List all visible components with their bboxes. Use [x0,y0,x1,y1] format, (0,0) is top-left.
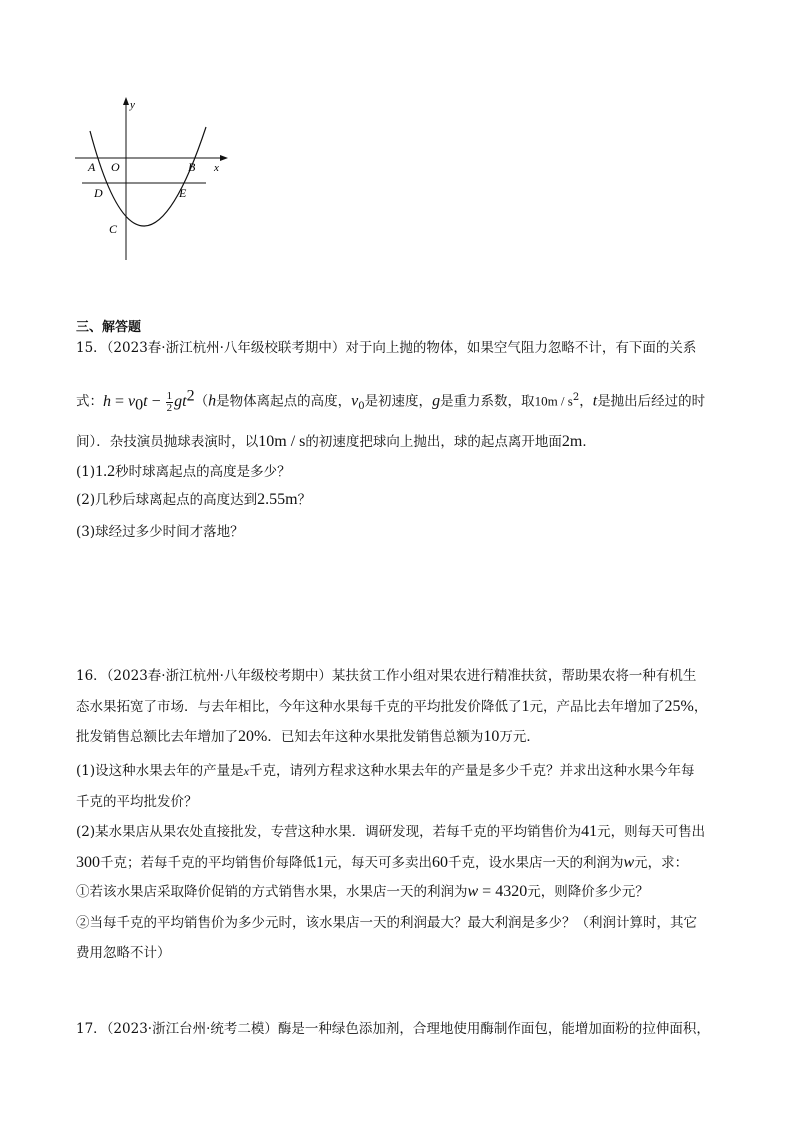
q15-sub-3: (3)球经过多少时间才落地？ [76,524,244,540]
q15-line-1: 15．（2023春·浙江杭州·八年级校联考期中）对于向上抛的物体，如果空气阻力忽略不计，有下面的关系 [76,340,697,356]
q16-sub-2: (2)某水果店从果农处直接批发，专营这种水果．调研发现，若每千克的平均销售价为41元，则每天可售出 [76,823,706,840]
q16-case-1: ①若该水果店采取降价促销的方式销售水果，水果店一天的利润为w = 4320元，则降价多少元？ [76,883,649,900]
q16-line-1: 16．（2023春·浙江杭州·八年级校考期中）某扶贫工作小组对果农进行精准扶贫，帮助果农将一种有机生 [76,668,697,684]
q17-line-1: 17．（2023·浙江台州·统考二模）酶是一种绿色添加剂，合理地使用酶制作面包，能增加面粉的拉伸面积， [76,1021,710,1037]
label-c: C [109,222,118,236]
label-x: x [214,162,219,174]
q16-case-2-cont: 费用忽略不计） [76,945,171,961]
label-o: O [111,160,120,174]
q16-line-2: 态水果拓宽了市场．与去年相比，今年这种水果每千克的平均批发价降低了1元，产品比去年增加了25%， [76,698,708,715]
q16-line-3: 批发销售总额比去年增加了20%．已知去年这种水果批发销售总额为10万元． [76,728,540,745]
y-axis-arrow [123,97,129,105]
parabola-figure [70,95,240,265]
q15-line-2: 式：$h = v_0t$ − $\frac{1}{2}$ $gt^2(h$是物体离起点的高度，$v_0$是初速度，g是重力系数，取$10m / s^2$，t是抛出后经过的时 [76,387,706,414]
label-e: E [179,186,187,200]
label-a: A [88,160,96,174]
q16-sub-1: (1)设这种水果去年的产量是x千克，请列方程求这种水果去年的产量是多少千克？并求出这种水果今年每 [76,763,695,779]
q15-sub-1: (1)1.2秒时球离起点的高度是多少？ [76,463,291,480]
parabola-curve [90,127,206,226]
x-axis-arrow [220,155,228,161]
q15-formula: $h = v_0t$ − $\frac{1}{2}$ $gt^2$ [103,387,195,414]
label-b: B [188,160,196,174]
label-y: y [130,99,135,111]
q16-sub-2-cont: 300千克；若每千克的平均销售价每降低1元，每天可多卖出60千克，设水果店一天的利润为w元，求： [76,854,689,871]
q16-case-2: ②当每千克的平均销售价为多少元时，该水果店一天的利润最大？最大利润是多少？（利润计算时，其它 [76,915,697,931]
section-title: 三、解答题 [76,320,142,335]
label-d: D [94,186,103,200]
q15-sub-2: (2)几秒后球离起点的高度达到2.55m？ [76,491,312,508]
q15-line-3: 间）．杂技演员抛球表演时，以10m / s的初速度把球向上抛出，球的起点离开地面2m． [76,433,596,450]
q16-sub-1-cont: 千克的平均批发价？ [76,794,198,810]
